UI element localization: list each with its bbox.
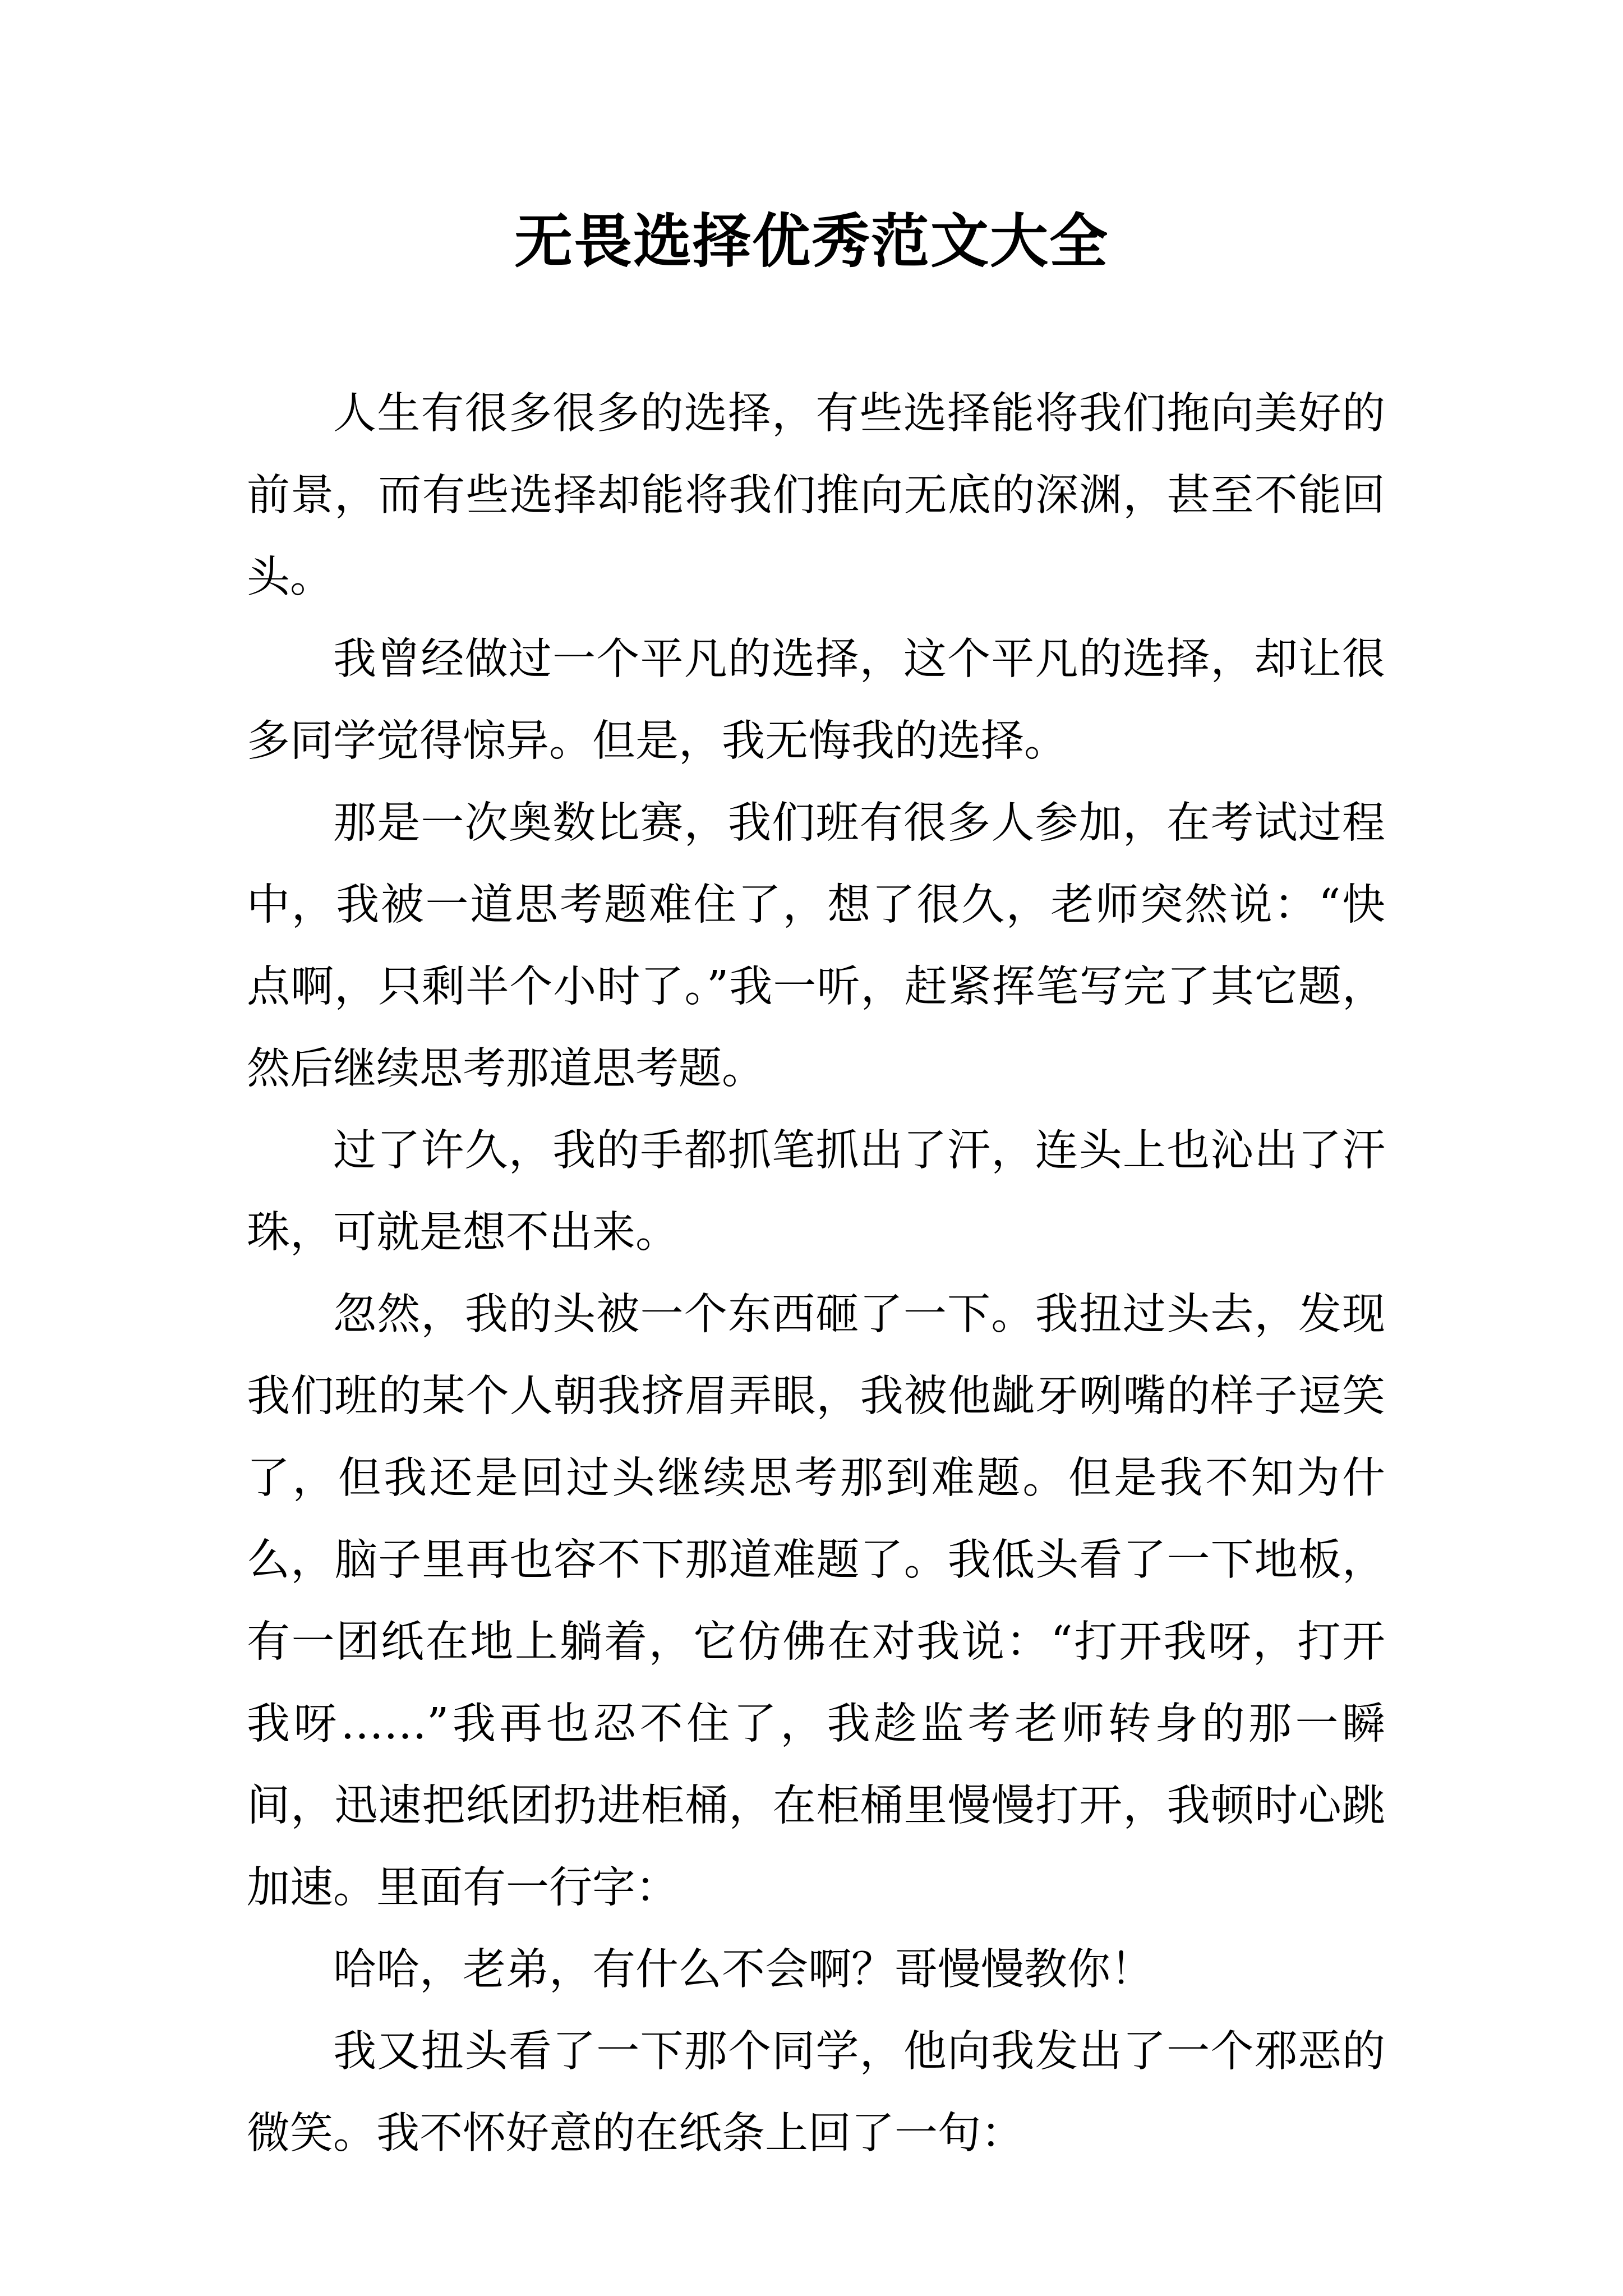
paragraph-5: 忽然，我的头被一个东西砸了一下。我扭过头去，发现我们班的某个人朝我挤眉弄眼，我被他龇牙咧嘴的样子逗笑了，但我还是回过头继续思考那到难题。但是我不知为什么，脑子里再也容不下那道难题了。我低头看了一下地板，有一团纸在地上躺着，它仿佛在对我说：“打开我呀，打开我呀……”我再也忍不住了，我趁监考老师转身的那一瞬间，迅速把纸团扔进柜桶，在柜桶里慢慢打开，我顿时心跳加速。里面有一行字： bbox=[247, 1290, 1385, 1913]
paragraph-2: 我曾经做过一个平凡的选择，这个平凡的选择，却让很多同学觉得惊异。但是，我无悔我的选择。 bbox=[247, 634, 1385, 766]
document-body bbox=[247, 373, 1385, 2175]
paragraph-6: 哈哈，老弟，有什么不会啊？哥慢慢教你！ bbox=[333, 1945, 1154, 1995]
paragraph-3: 那是一次奥数比赛，我们班有很多人参加，在考试过程中，我被一道思考题难住了，想了很久，老师突然说：“快点啊，只剩半个小时了。”我一听，赶紧挥笔写完了其它题，然后继续思考那道思考题。 bbox=[247, 798, 1385, 1094]
document-title: 无畏选择优秀范文大全 bbox=[514, 206, 1109, 275]
paragraph-7: 我又扭头看了一下那个同学，他向我发出了一个邪恶的微笑。我不怀好意的在纸条上回了一句： bbox=[247, 2027, 1385, 2159]
paragraph-1: 人生有很多很多的选择，有些选择能将我们拖向美好的前景，而有些选择却能将我们推向无底的深渊，甚至不能回头。 bbox=[247, 389, 1385, 602]
paragraph-4: 过了许久，我的手都抓笔抓出了汗，连头上也沁出了汗珠，可就是想不出来。 bbox=[247, 1126, 1385, 1258]
